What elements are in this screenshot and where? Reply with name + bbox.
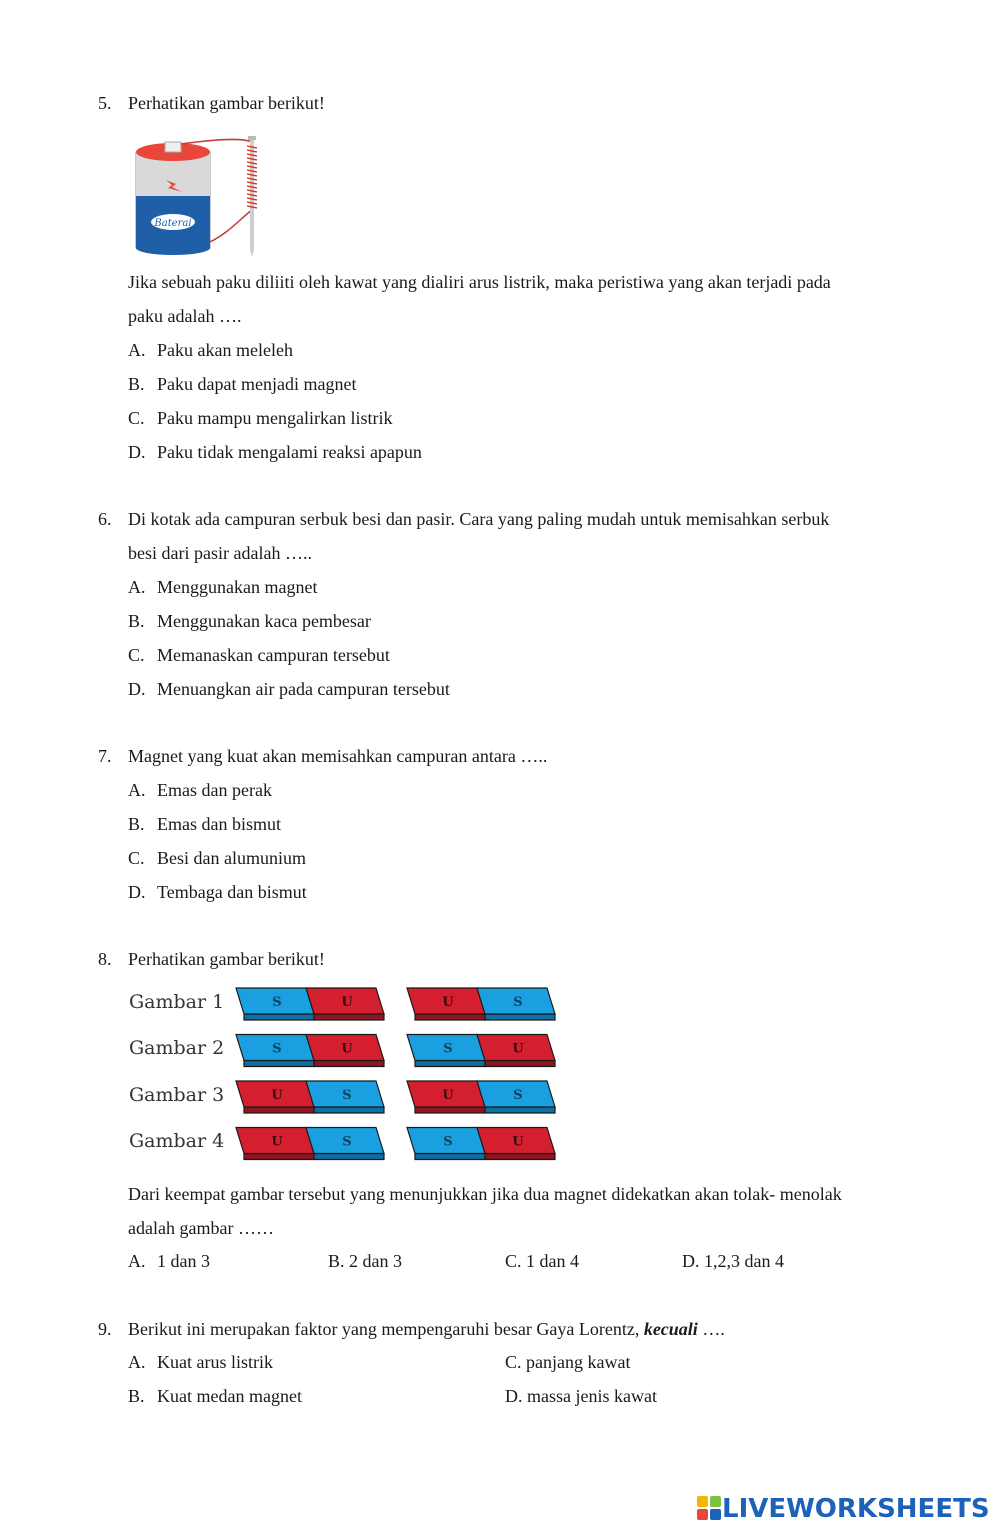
q8-paragraph-line1: Dari keempat gambar tersebut yang menunjukkan jika dua magnet didekatkan akan tolak- menolak bbox=[128, 1184, 842, 1204]
gambar-1-label: Gambar 1 bbox=[129, 991, 225, 1013]
q7-option-b[interactable]: B. Emas dan bismut bbox=[128, 814, 281, 834]
q6-option-c[interactable]: C. Memanaskan campuran tersebut bbox=[128, 645, 390, 665]
q6-stem-line1: Di kotak ada campuran serbuk besi dan pasir. Cara yang paling mudah untuk memisahkan serbuk bbox=[128, 509, 830, 529]
magnet-pole-u bbox=[477, 1035, 555, 1067]
magnet-pole-u bbox=[407, 988, 485, 1020]
gambar-2-label: Gambar 2 bbox=[129, 1037, 225, 1059]
q5-option-a[interactable]: A. Paku akan meleleh bbox=[128, 340, 293, 360]
q5-number: 5. bbox=[98, 93, 112, 113]
magnet-pole-u bbox=[407, 1081, 485, 1113]
q8-number: 8. bbox=[98, 949, 112, 969]
magnet-pole-s bbox=[306, 1081, 384, 1113]
q5-option-c[interactable]: C. Paku mampu mengalirkan listrik bbox=[128, 408, 393, 428]
q8-option-a[interactable]: A. 1 dan 3 bbox=[128, 1251, 210, 1271]
magnet-pole-label: S bbox=[272, 1041, 282, 1057]
magnet-pole-label: U bbox=[271, 1134, 283, 1150]
q7-option-d[interactable]: D. Tembaga dan bismut bbox=[128, 882, 307, 902]
magnet-pole-label: S bbox=[443, 1041, 453, 1057]
q9-option-b[interactable]: B. Kuat medan magnet bbox=[128, 1386, 302, 1406]
q5-paragraph-line2: paku adalah …. bbox=[128, 306, 242, 326]
q6-option-a[interactable]: A. Menggunakan magnet bbox=[128, 577, 318, 597]
q7-number: 7. bbox=[98, 746, 112, 766]
magnet-pole-u bbox=[236, 1128, 314, 1160]
magnet-pole-u bbox=[306, 988, 384, 1020]
q8-option-c[interactable]: C. 1 dan 4 bbox=[505, 1251, 580, 1271]
magnet-pole-s bbox=[407, 1128, 485, 1160]
battery-nail-illustration bbox=[130, 122, 270, 257]
q9-stem: Berikut ini merupakan faktor yang mempengaruhi besar Gaya Lorentz, kecuali …. bbox=[128, 1319, 725, 1339]
magnet-pole-s bbox=[236, 988, 314, 1020]
q6-number: 6. bbox=[98, 509, 112, 529]
q7-option-c[interactable]: C. Besi dan alumunium bbox=[128, 848, 306, 868]
magnet-pole-u bbox=[477, 1128, 555, 1160]
magnet-pole-label: U bbox=[341, 1041, 353, 1057]
magnet-pole-s bbox=[306, 1128, 384, 1160]
magnet-figures bbox=[230, 982, 570, 1172]
q5-option-d[interactable]: D. Paku tidak mengalami reaksi apapun bbox=[128, 442, 422, 462]
q7-option-a[interactable]: A. Emas dan perak bbox=[128, 780, 272, 800]
q7-stem: Magnet yang kuat akan memisahkan campuran antara ….. bbox=[128, 746, 548, 766]
q8-option-b[interactable]: B. 2 dan 3 bbox=[328, 1251, 403, 1271]
magnet-pole-label: S bbox=[342, 1134, 352, 1150]
q5-option-b[interactable]: B. Paku dapat menjadi magnet bbox=[128, 374, 357, 394]
gambar-3-label: Gambar 3 bbox=[129, 1084, 225, 1106]
magnet-pole-u bbox=[306, 1035, 384, 1067]
logo-text: LIVEWORKSHEETS bbox=[722, 1494, 990, 1524]
magnet-pole-s bbox=[477, 1081, 555, 1113]
q9-kecuali-emphasis: kecuali bbox=[643, 1319, 698, 1339]
q9-option-d[interactable]: D. massa jenis kawat bbox=[505, 1386, 657, 1406]
magnet-pole-label: S bbox=[513, 1088, 523, 1103]
gambar-4-label: Gambar 4 bbox=[129, 1130, 225, 1152]
q8-option-d[interactable]: D. 1,2,3 dan 4 bbox=[682, 1251, 784, 1271]
q6-option-d[interactable]: D. Menuangkan air pada campuran tersebut bbox=[128, 679, 450, 699]
battery-label: Baterai bbox=[154, 218, 192, 229]
magnet-pole-label: S bbox=[342, 1088, 352, 1103]
magnet-pole-label: U bbox=[442, 1088, 454, 1103]
q6-stem-line2: besi dari pasir adalah ….. bbox=[128, 543, 312, 563]
q5-paragraph-line1: Jika sebuah paku diliiti oleh kawat yang dialiri arus listrik, maka peristiwa yang akan terjadi pada bbox=[128, 272, 831, 292]
magnet-pole-s bbox=[236, 1035, 314, 1067]
liveworksheets-logo[interactable] bbox=[697, 1494, 990, 1524]
magnet-pole-u bbox=[236, 1081, 314, 1113]
magnet-pole-s bbox=[477, 988, 555, 1020]
magnet-pole-label: U bbox=[271, 1088, 283, 1103]
q9-number: 9. bbox=[98, 1319, 112, 1339]
q8-paragraph-line2: adalah gambar …… bbox=[128, 1218, 274, 1238]
magnet-pole-label: U bbox=[512, 1134, 524, 1150]
magnet-pole-s bbox=[407, 1035, 485, 1067]
q6-option-b[interactable]: B. Menggunakan kaca pembesar bbox=[128, 611, 371, 631]
magnet-pole-label: U bbox=[512, 1041, 524, 1057]
magnet-pole-label: S bbox=[443, 1134, 453, 1150]
q9-option-a[interactable]: A. Kuat arus listrik bbox=[128, 1352, 273, 1372]
magnet-pole-label: S bbox=[272, 995, 282, 1010]
magnet-pole-label: S bbox=[513, 995, 523, 1010]
magnet-pole-label: U bbox=[442, 995, 454, 1010]
q5-stem: Perhatikan gambar berikut! bbox=[128, 93, 325, 113]
logo-grid-icon bbox=[697, 1496, 721, 1520]
q8-stem: Perhatikan gambar berikut! bbox=[128, 949, 325, 969]
magnet-pole-label: U bbox=[341, 995, 353, 1010]
q9-option-c[interactable]: C. panjang kawat bbox=[505, 1352, 631, 1372]
